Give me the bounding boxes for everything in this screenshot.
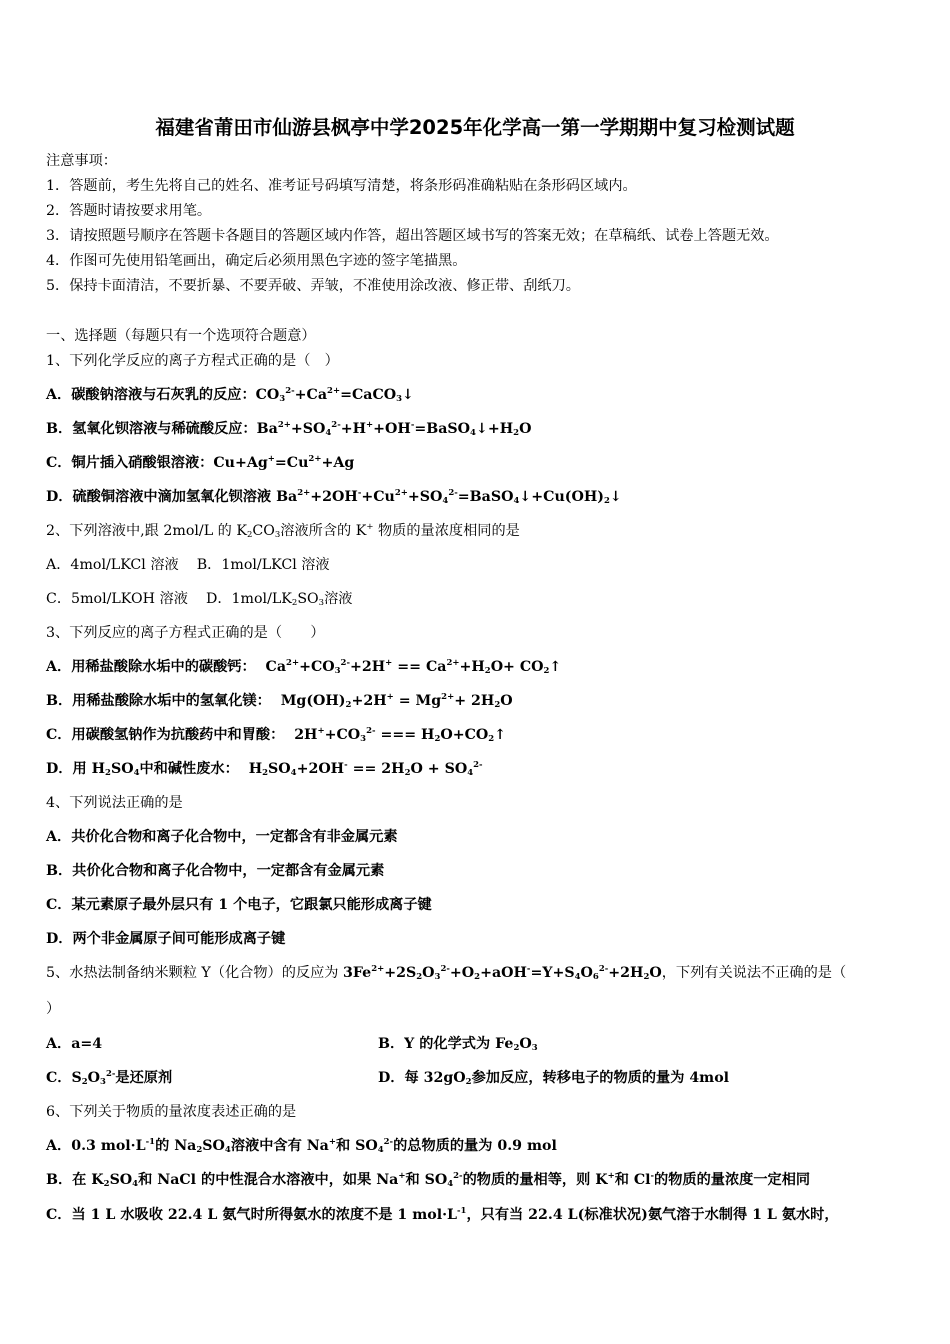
question-1-option-b: B．氢氧化钡溶液与稀硫酸反应：$Ba^{2+}+SO_4^{2-}+H^++OH^-=BaSO_4↓+H_2O$ xyxy=(46,420,532,438)
question-5-option-c: C．$S_2O_3^{2-}$是还原剂 xyxy=(46,1069,173,1087)
question-5-stem-end: ） xyxy=(46,1001,61,1017)
question-4-option-b: B．共价化合物和离子化合物中，一定都含有金属元素 xyxy=(46,863,385,879)
question-3-option-a: A．用稀盐酸除水垢中的碳酸钙： $Ca^{2+}+CO_3^{2-}+2H^+ == Ca^{2+}+H_2O+$ $CO_2↑$ xyxy=(46,658,562,676)
question-3-option-d: D．用 $H_2SO_4$中和碱性废水： $H_2SO_4+2OH^- == 2H_2O + SO_4^{2-}$ xyxy=(46,760,483,778)
question-6-stem: 6、下列关于物质的量浓度表述正确的是 xyxy=(46,1104,297,1120)
question-5-option-d: D．每 $32gO_2$参加反应，转移电子的物质的量为 4mol xyxy=(378,1070,730,1087)
question-4-option-d: D．两个非金属原子间可能形成离子键 xyxy=(46,931,286,947)
question-1-option-c: C．铜片插入硝酸银溶液：$Cu+Ag^+=Cu^{2+}+Ag$ xyxy=(46,454,355,471)
notes-item-1: 1．答题前，考生先将自己的姓名、准考证号码填写清楚，将条形码准确粘贴在条形码区域内。 xyxy=(46,178,637,194)
question-6-option-c: C．当 1 L 水吸收 22.4 L 氨气时所得氨水的浓度不是 1 $mol\cdot L^{-1}$，只有当 22.4 L(标准状况)氨气溶于水制得 1 L 氨水时， xyxy=(46,1206,839,1223)
notes-item-5: 5．保持卡面清洁，不要折暴、不要弄破、弄皱，不准使用涂改液、修正带、刮纸刀。 xyxy=(46,278,580,294)
question-5-option-b: B．Y 的化学式为 $Fe_2O_3$ xyxy=(378,1036,538,1053)
section-heading: 一、选择题（每题只有一个选项符合题意） xyxy=(46,328,316,344)
question-6-option-a: A．0.3 $mol\cdot L^{-1}$的 $Na_2SO_4$溶液中含有 Na+和 $SO_4^{2-}$的总物质的量为 0.9 mol xyxy=(46,1137,557,1155)
question-5-option-a: A．a=4 xyxy=(46,1036,103,1052)
question-1-option-a: A．碳酸钠溶液与石灰乳的反应：$CO_3^{2-}+Ca^{2+}=CaCO_3↓$ xyxy=(46,386,414,404)
question-4-option-a: A．共价化合物和离子化合物中，一定都含有非金属元素 xyxy=(46,829,398,845)
question-4-stem: 4、下列说法正确的是 xyxy=(46,795,183,811)
question-2-option-a: A．4mol/LKCl 溶液 xyxy=(46,557,179,573)
question-1-option-d: D．硫酸铜溶液中滴加氢氧化钡溶液 $Ba^{2+}+2OH^-+Cu^{2+}+SO_4^{2-}=BaSO_4↓+Cu(OH)_2↓$ xyxy=(46,488,622,506)
question-6-option-b: B．在 $K_2SO_4$和 NaCl 的中性混合水溶液中，如果 Na+和 $SO_4^{2-}$的物质的量相等，则 K+和 Cl-的物质的量浓度一定相同 xyxy=(46,1171,811,1189)
page-title: 福建省莆田市仙游县枫亭中学2025年化学高一第一学期期中复习检测试题 xyxy=(155,116,795,139)
question-3-option-c: C．用碳酸氢钠作为抗酸药中和胃酸： $2H^++CO_3^{2-}$ === $H_2O+CO_2↑$ xyxy=(46,726,507,744)
question-5-stem: 5、水热法制备纳米颗粒 Y（化合物）的反应为 $3Fe^{2+}+2S_2O_3^{2-}+O_2+aOH^-=Y+S_4O_6^{2-}+2H_2O$，下列有关说法不正确的是（ xyxy=(46,964,847,982)
question-3-stem: 3、下列反应的离子方程式正确的是（ ） xyxy=(46,625,325,641)
notes-item-2: 2．答题时请按要求用笔。 xyxy=(46,203,212,219)
question-2-option-c: C．5mol/LKOH 溶液 xyxy=(46,591,188,607)
question-2-options-cd xyxy=(46,590,352,608)
question-3-option-b: B．用稀盐酸除水垢中的氢氧化镁： $Mg(OH)_2+2H^+ = Mg^{2+}+ 2H_2O$ xyxy=(46,692,513,710)
question-4-option-c: C．某元素原子最外层只有 1 个电子，它跟氯只能形成离子键 xyxy=(46,897,432,913)
question-2-option-d: D．$1mol/LK_2SO_3$溶液 xyxy=(205,591,353,608)
notes-item-4: 4．作图可先使用铅笔画出，确定后必须用黑色字迹的签字笔描黑。 xyxy=(46,253,467,269)
question-2-options-ab xyxy=(46,556,330,574)
question-1-stem: 1、下列化学反应的离子方程式正确的是（ ） xyxy=(46,353,339,369)
question-2-option-b: B．1mol/LKCl 溶液 xyxy=(196,557,330,573)
notes-item-3: 3．请按照题号顺序在答题卡各题目的答题区域内作答，超出答题区域书写的答案无效；在草稿纸、试卷上答题无效。 xyxy=(46,228,779,244)
question-2-stem: 2、下列溶液中,跟 2mol/L 的 $K_2CO_3$溶液所含的 K+ 物质的量浓度相同的是 xyxy=(46,522,520,540)
notes-heading: 注意事项： xyxy=(46,153,117,169)
